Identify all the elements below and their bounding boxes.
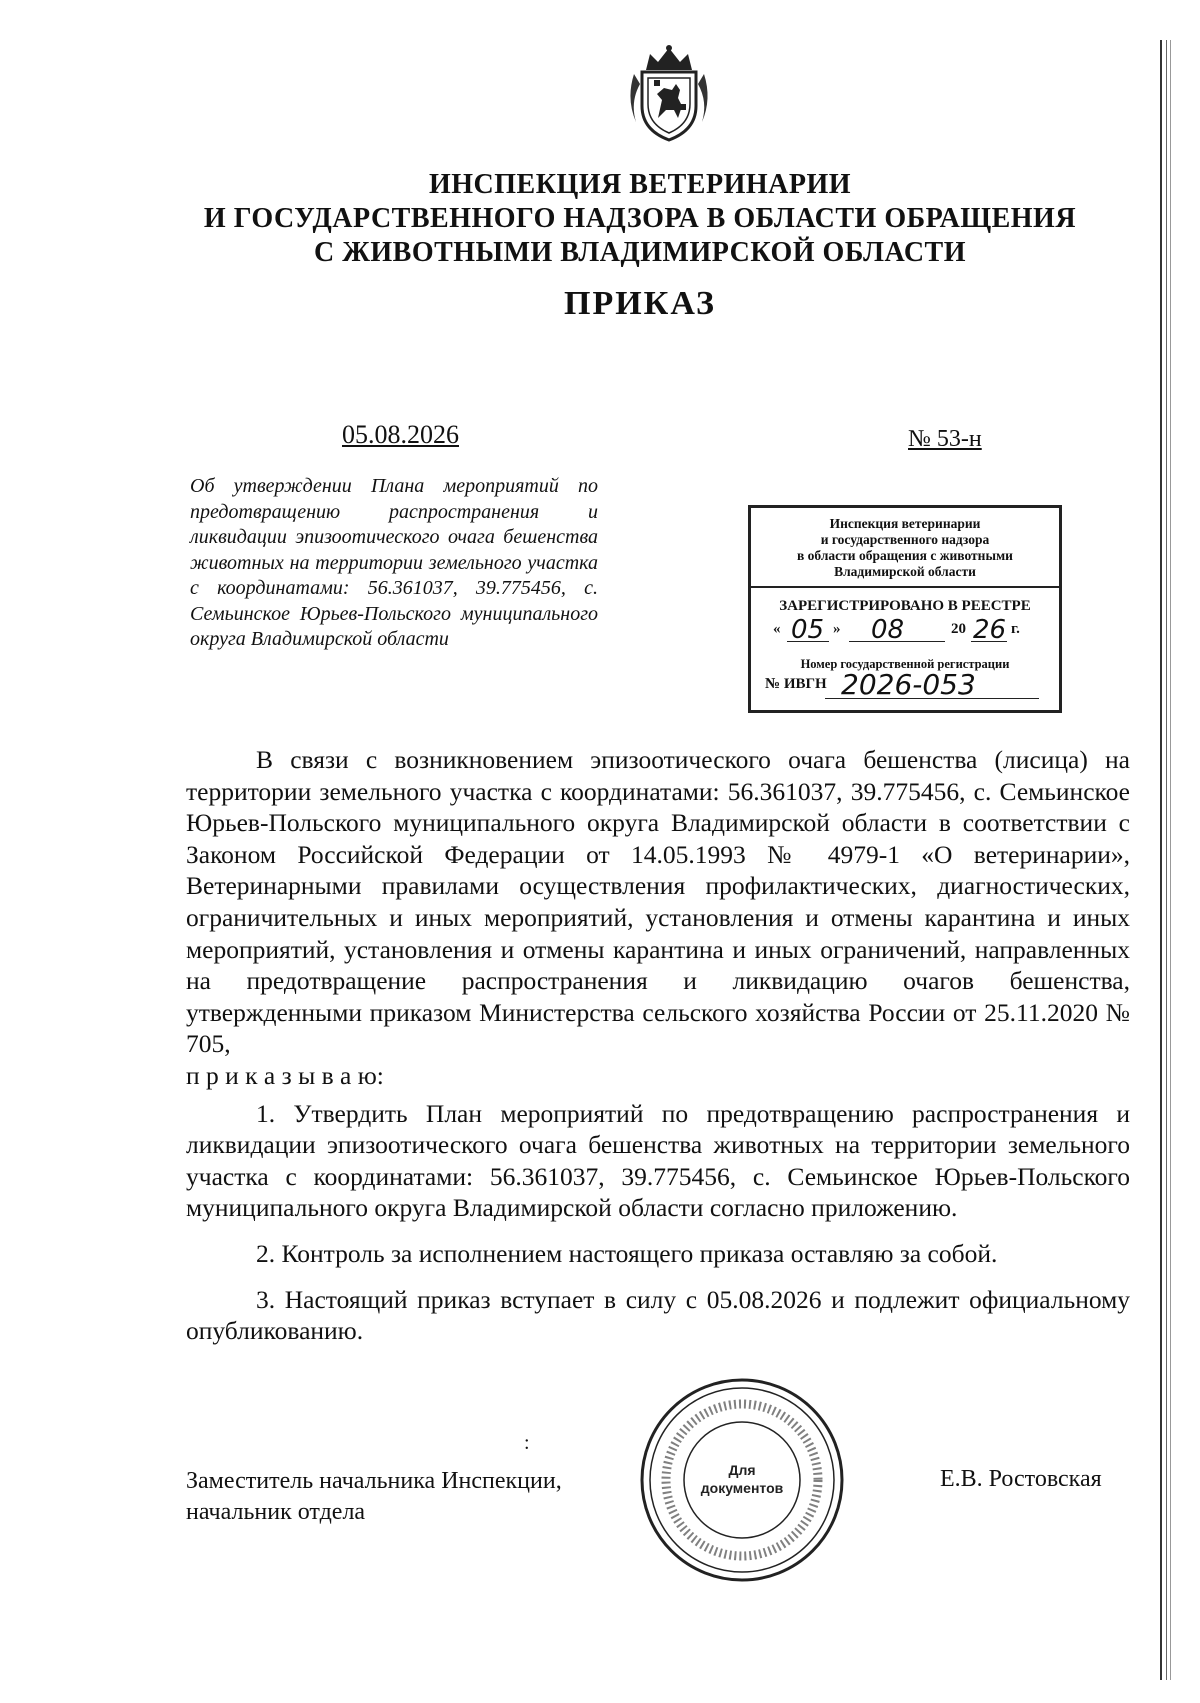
signatory-position <box>186 1466 562 1528</box>
document-title: ПРИКАЗ <box>564 285 716 322</box>
stamp-registered-label: ЗАРЕГИСТРИРОВАНО В РЕЕСТРЕ <box>779 598 1031 614</box>
seal-center-line-2: документов <box>700 1480 784 1496</box>
position-line-2: начальник отдела <box>186 1499 366 1525</box>
order-word: п р и к а з ы в а ю: <box>186 1060 384 1090</box>
seal-center-line-1: Для <box>728 1462 756 1478</box>
header-line-1: ИНСПЕКЦИЯ ВЕТЕРИНАРИИ <box>428 169 852 200</box>
organization-header <box>160 168 1120 270</box>
stamp-year-prefix: 20 <box>951 621 966 637</box>
scan-edge <box>1160 40 1162 1680</box>
order-subject: Об утверждении Плана мероприятий по предотвращению распространения и ликвидации эпизоотического очага бешенства животных на территории земельного участка с координатами: 56.361037, 39.775456, с. Семьинское Юрьев-Польского муниципального округа Владимирской области <box>190 475 598 650</box>
order-item-1: 1. Утвердить План мероприятий по предотвращению распространения и ликвидации эпизоотического очага бешенства животных на территории земельного участка с координатами: 56.361037, 39.775456, с. Семьинское Юрьев-Польского муниципального округа Владимирской области согласно приложению. <box>186 1098 1130 1223</box>
signatory-name: Е.В. Ростовская <box>940 1466 1102 1492</box>
stamp-year: 26 <box>973 615 1007 645</box>
stamp-reg-number-label: Номер государственной регистрации <box>800 657 1010 671</box>
stamp-registration-date <box>773 615 1059 651</box>
order-item-2: 2. Контроль за исполнением настоящего приказа оставляю за собой. <box>256 1238 998 1268</box>
registration-stamp <box>748 505 1062 713</box>
stamp-year-end: г. <box>1011 621 1020 637</box>
header-line-3: С ЖИВОТНЫМИ ВЛАДИМИРСКОЙ ОБЛАСТИ <box>313 237 967 268</box>
stamp-day: 05 <box>791 615 825 645</box>
stamp-org-line: и государственного надзора <box>820 532 990 547</box>
scan-edge <box>1166 40 1167 1680</box>
order-item-3: 3. Настоящий приказ вступает в силу с 05.08.2026 и подлежит официальному опубликованию. <box>186 1284 1130 1346</box>
coat-of-arms-icon <box>624 44 714 144</box>
order-body <box>186 744 1130 1347</box>
stamp-quote-close: » <box>833 621 841 637</box>
stamp-organization <box>751 508 1059 588</box>
stamp-reg-number-prefix: № ИВГН <box>765 676 827 692</box>
order-number: № 53-н <box>908 426 982 452</box>
stamp-org-line: Владимирской области <box>834 564 976 579</box>
round-seal-icon <box>636 1374 848 1586</box>
stamp-quote-open: « <box>773 621 781 637</box>
stamp-org-line: в области обращения с животными <box>797 548 1013 563</box>
stamp-reg-number: 2026-053 <box>841 668 976 701</box>
stamp-reg-number-row <box>765 668 1059 706</box>
scan-edge <box>1170 40 1171 1680</box>
position-line-1: Заместитель начальника Инспекции, <box>186 1468 562 1494</box>
stamp-month: 08 <box>871 615 905 645</box>
preamble-paragraph: В связи с возникновением эпизоотического очага бешенства (лисица) на территории земельного участка с координатами: 56.361037, 39.775456, с. Семьинское Юрьев-Польского муниципального округа Владимирской области в соответствии с Законом Российской Федерации от 14.05.1993 № 4979-1 «О ветеринарии», Ветеринарными правилами осуществления профилактических, диагностических, ограничительных и иных мероприятий, установления и отмены карантина и иных мероприятий, установления и отмены карантина и иных ограничений, направленных на предотвращение распространения и ликвидацию очагов бешенства, утвержденными приказом Министерства сельского хозяйства России от 25.11.2020 № 705, <box>186 745 1130 1059</box>
scan-mark: : <box>524 1432 530 1454</box>
header-line-2: И ГОСУДАРСТВЕННОГО НАДЗОРА В ОБЛАСТИ ОБРАЩЕНИЯ <box>203 203 1077 234</box>
stamp-org-line: Инспекция ветеринарии <box>829 516 981 531</box>
order-date: 05.08.2026 <box>342 420 459 449</box>
